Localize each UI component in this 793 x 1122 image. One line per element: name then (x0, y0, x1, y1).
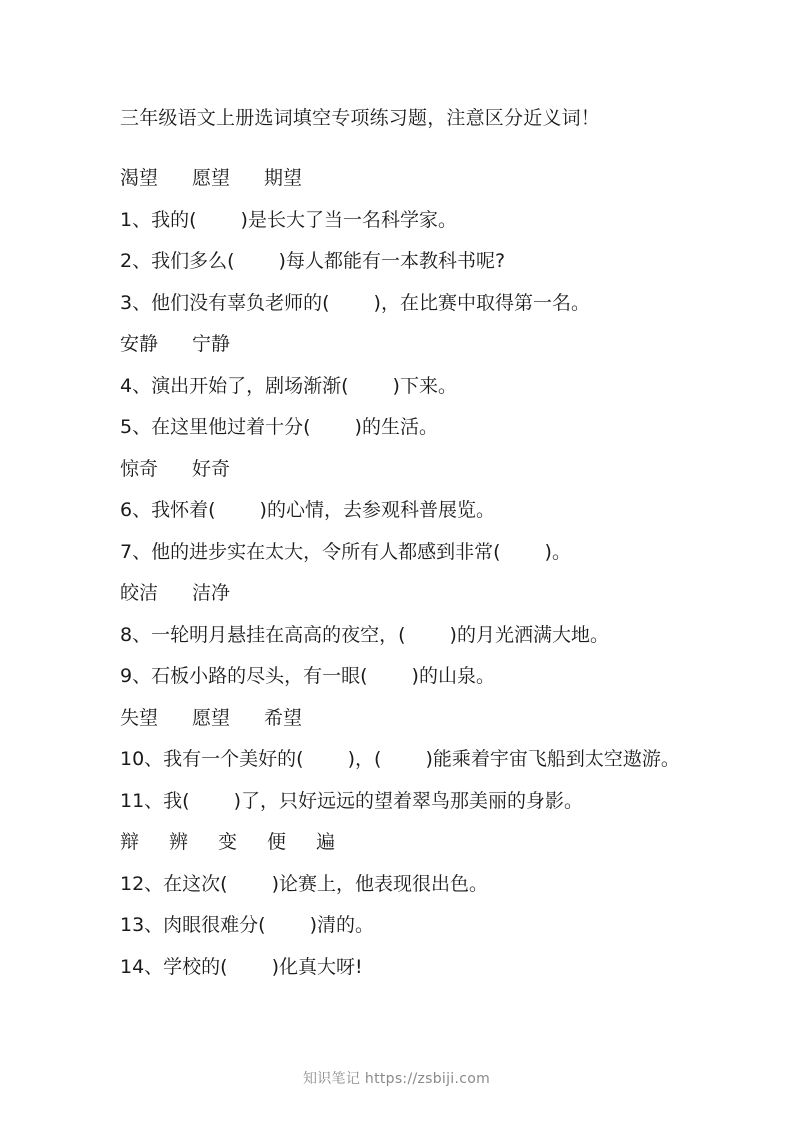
word-choices-group-3 (120, 449, 690, 491)
exercise-content (120, 158, 690, 988)
word-choice: 失望 (120, 706, 159, 729)
word-choice: 变 (218, 831, 238, 853)
exercise-item-1: 1、我的( )是长大了当一名科学家。 (120, 208, 457, 231)
word-choice: 皎洁 (120, 582, 159, 604)
word-choice: 惊奇 (120, 457, 159, 480)
word-choice: 洁净 (192, 582, 231, 604)
word-choice: 好奇 (192, 457, 231, 480)
word-choice: 辨 (169, 831, 189, 853)
word-choices-group-4 (120, 573, 690, 615)
exercise-item-5: 5、在这里他过着十分( )的生活。 (120, 416, 438, 438)
word-choice: 渴望 (120, 167, 159, 189)
exercise-item-12: 12、在这次( )论赛上，他表现很出色。 (120, 872, 489, 895)
word-choice: 期望 (264, 167, 303, 189)
page-title: 三年级语文上册选词填空专项练习题，注意区分近义词！ (120, 107, 601, 129)
exercise-item-13: 13、肉眼很难分( )清的。 (120, 914, 375, 936)
exercise-item-3: 3、他们没有辜负老师的( )，在比赛中取得第一名。 (120, 291, 590, 314)
exercise-item-14: 14、学校的( )化真大呀! (120, 955, 363, 978)
exercise-item-9: 9、石板小路的尽头，有一眼( )的山泉。 (120, 665, 495, 687)
exercise-item-11: 11、我( )了，只好远远的望着翠鸟那美丽的身影。 (120, 789, 584, 812)
word-choice: 愿望 (192, 706, 231, 729)
word-choices-group-1 (120, 158, 690, 200)
word-choice: 辩 (120, 831, 140, 853)
word-choice: 安静 (120, 333, 159, 355)
exercise-item-2: 2、我们多么( )每人都能有一本教科书呢? (120, 250, 506, 272)
word-choice: 宁静 (192, 333, 231, 355)
exercise-item-7: 7、他的进步实在太大，令所有人都感到非常( )。 (120, 540, 571, 563)
word-choices-group-5 (120, 698, 690, 740)
exercise-item-10: 10、我有一个美好的( )，( )能乘着宇宙飞船到太空遨游。 (120, 748, 680, 770)
exercise-item-4: 4、演出开始了，剧场渐渐( )下来。 (120, 374, 457, 397)
exercise-item-6: 6、我怀着( )的心情，去参观科普展览。 (120, 499, 495, 521)
word-choices-group-6 (120, 822, 690, 864)
word-choice: 便 (267, 831, 287, 853)
word-choices-group-2 (120, 324, 690, 366)
footer-watermark: 知识笔记 https://zsbiji.com (302, 1071, 491, 1087)
exercise-item-8: 8、一轮明月悬挂在高高的夜空，( )的月光洒满大地。 (120, 623, 609, 646)
word-choice: 遍 (316, 831, 336, 853)
word-choice: 愿望 (192, 167, 231, 189)
word-choice: 希望 (264, 706, 303, 729)
